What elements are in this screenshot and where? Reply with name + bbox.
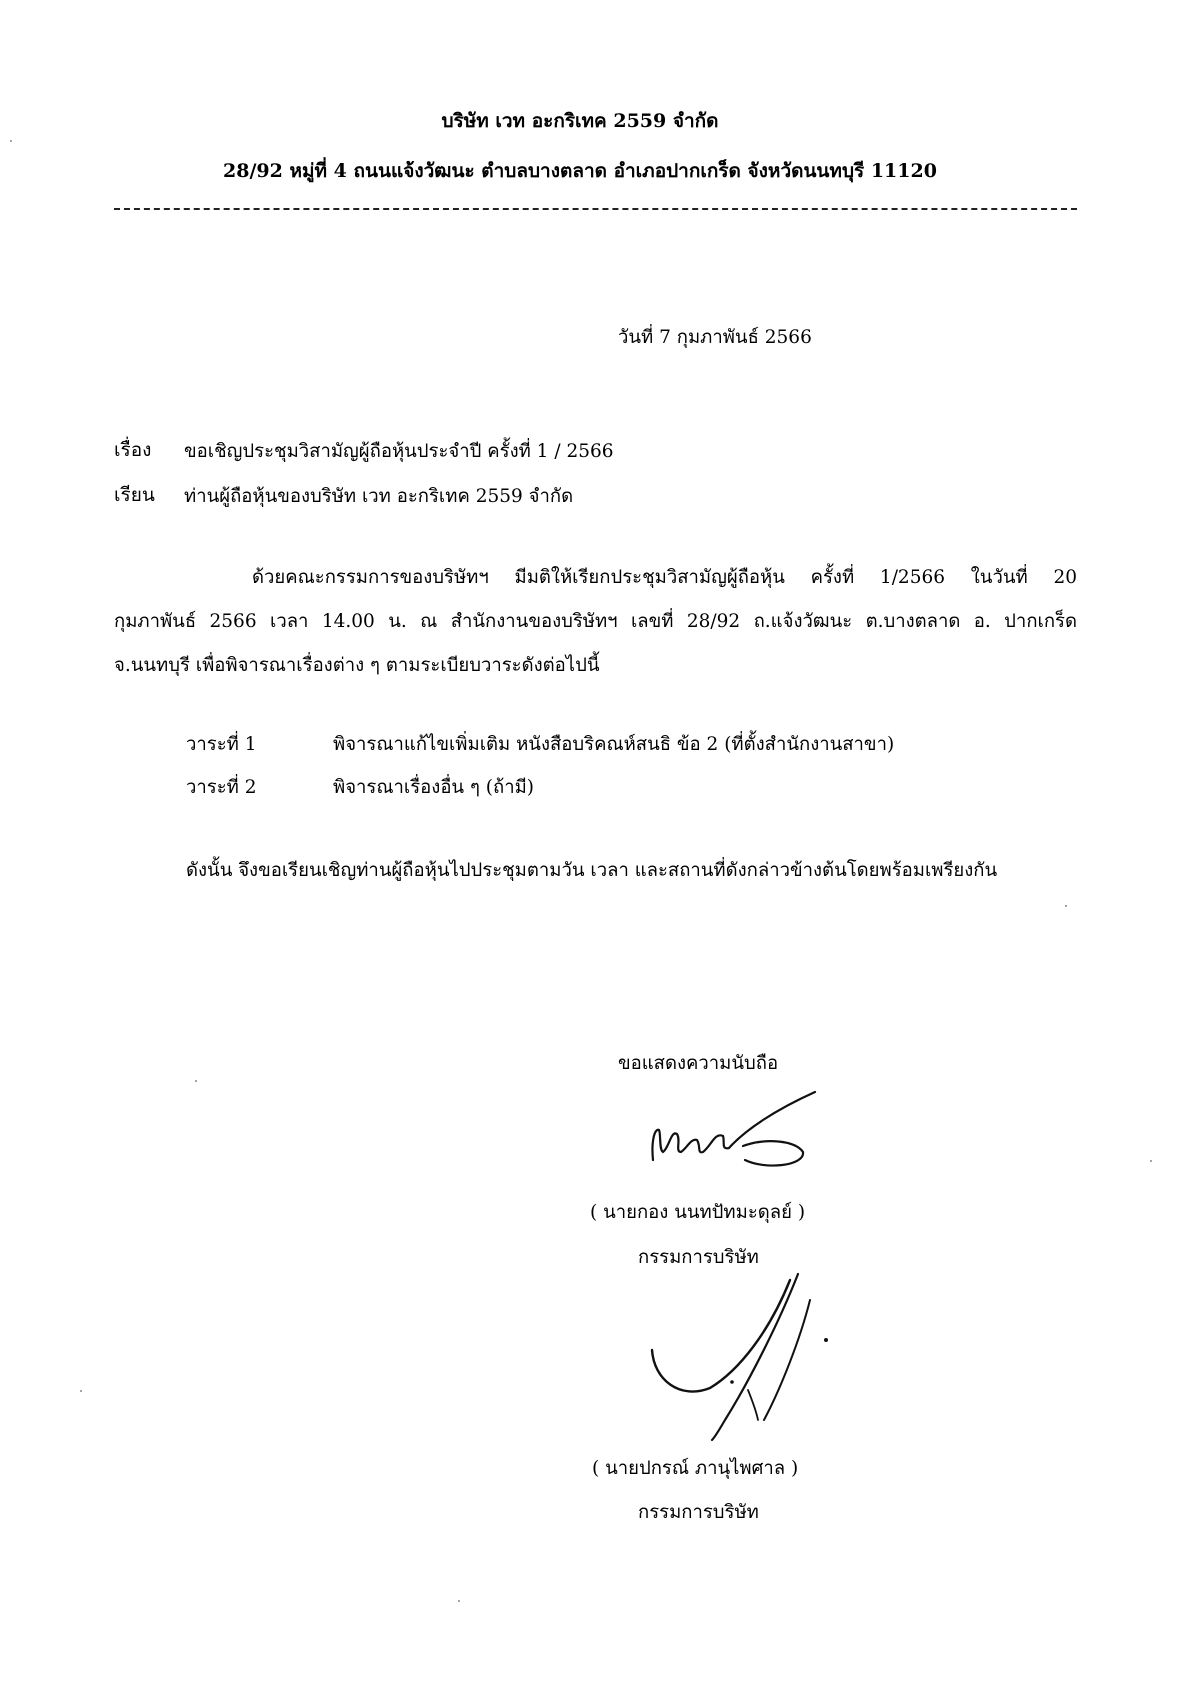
header-divider bbox=[114, 208, 1077, 210]
signature-1 bbox=[645, 1090, 835, 1180]
to-text: ท่านผู้ถือหุ้นของบริษัท เวท อะกริเทค 2559 จำกัด bbox=[184, 486, 574, 507]
signatory-2-name: ( นายปกรณ์ ภานุไพศาล ) bbox=[592, 1458, 799, 1479]
company-name: บริษัท เวท อะกริเทค 2559 จำกัด bbox=[441, 110, 719, 132]
signatory-1-name: ( นายกอง นนทปัทมะดุลย์ ) bbox=[590, 1202, 806, 1223]
subject-label: เรื่อง bbox=[114, 439, 152, 461]
closing-paragraph: ดังนั้น จึงขอเรียนเชิญท่านผู้ถือหุ้นไปประชุมตามวัน เวลา และสถานที่ดังกล่าวข้างต้นโดยพร้อมเพรียงกัน bbox=[186, 860, 998, 881]
agenda-label-2: วาระที่ 2 bbox=[186, 777, 257, 798]
signatory-2-title: กรรมการบริษัท bbox=[638, 1502, 759, 1523]
agenda-label-1: วาระที่ 1 bbox=[186, 734, 257, 755]
letter-date: วันที่ 7 กุมภาพันธ์ 2566 bbox=[618, 327, 812, 348]
signatory-1-title: กรรมการบริษัท bbox=[638, 1247, 759, 1268]
closing-salutation: ขอแสดงความนับถือ bbox=[618, 1053, 779, 1074]
agenda-item-1: พิจารณาแก้ไขเพิ่มเติม หนังสือบริคณห์สนธิ ข้อ 2 (ที่ตั้งสำนักงานสาขา) bbox=[333, 734, 895, 755]
company-address: 28/92 หมู่ที่ 4 ถนนแจ้งวัฒนะ ตำบลบางตลาด อำเภอปากเกร็ด จังหวัดนนทบุรี 11120 bbox=[223, 160, 937, 182]
to-label: เรียน bbox=[114, 484, 155, 506]
scan-speck bbox=[1150, 1160, 1152, 1162]
scan-speck bbox=[80, 1390, 82, 1392]
scan-speck bbox=[458, 1600, 460, 1602]
body-line-1: ด้วยคณะกรรมการของบริษัทฯ มีมติให้เรียกประชุมวิสามัญผู้ถือหุ้น ครั้งที่ 1/2566 ในวันที่ 20 bbox=[252, 567, 1077, 588]
scan-speck bbox=[1065, 905, 1067, 907]
scan-speck bbox=[195, 1080, 197, 1082]
agenda-item-2: พิจารณาเรื่องอื่น ๆ (ถ้ามี) bbox=[333, 777, 534, 798]
body-line-2: กุมภาพันธ์ 2566 เวลา 14.00 น. ณ สำนักงานของบริษัทฯ เลขที่ 28/92 ถ.แจ้งวัฒนะ ต.บางตลาด อ. ปากเกร็ด bbox=[114, 611, 1077, 632]
signature-2 bbox=[640, 1270, 850, 1450]
subject-text: ขอเชิญประชุมวิสามัญผู้ถือหุ้นประจำปี ครั้งที่ 1 / 2566 bbox=[184, 441, 614, 462]
scan-speck bbox=[10, 140, 12, 142]
body-line-3: จ.นนทบุรี เพื่อพิจารณาเรื่องต่าง ๆ ตามระเบียบวาระดังต่อไปนี้ bbox=[114, 655, 600, 676]
